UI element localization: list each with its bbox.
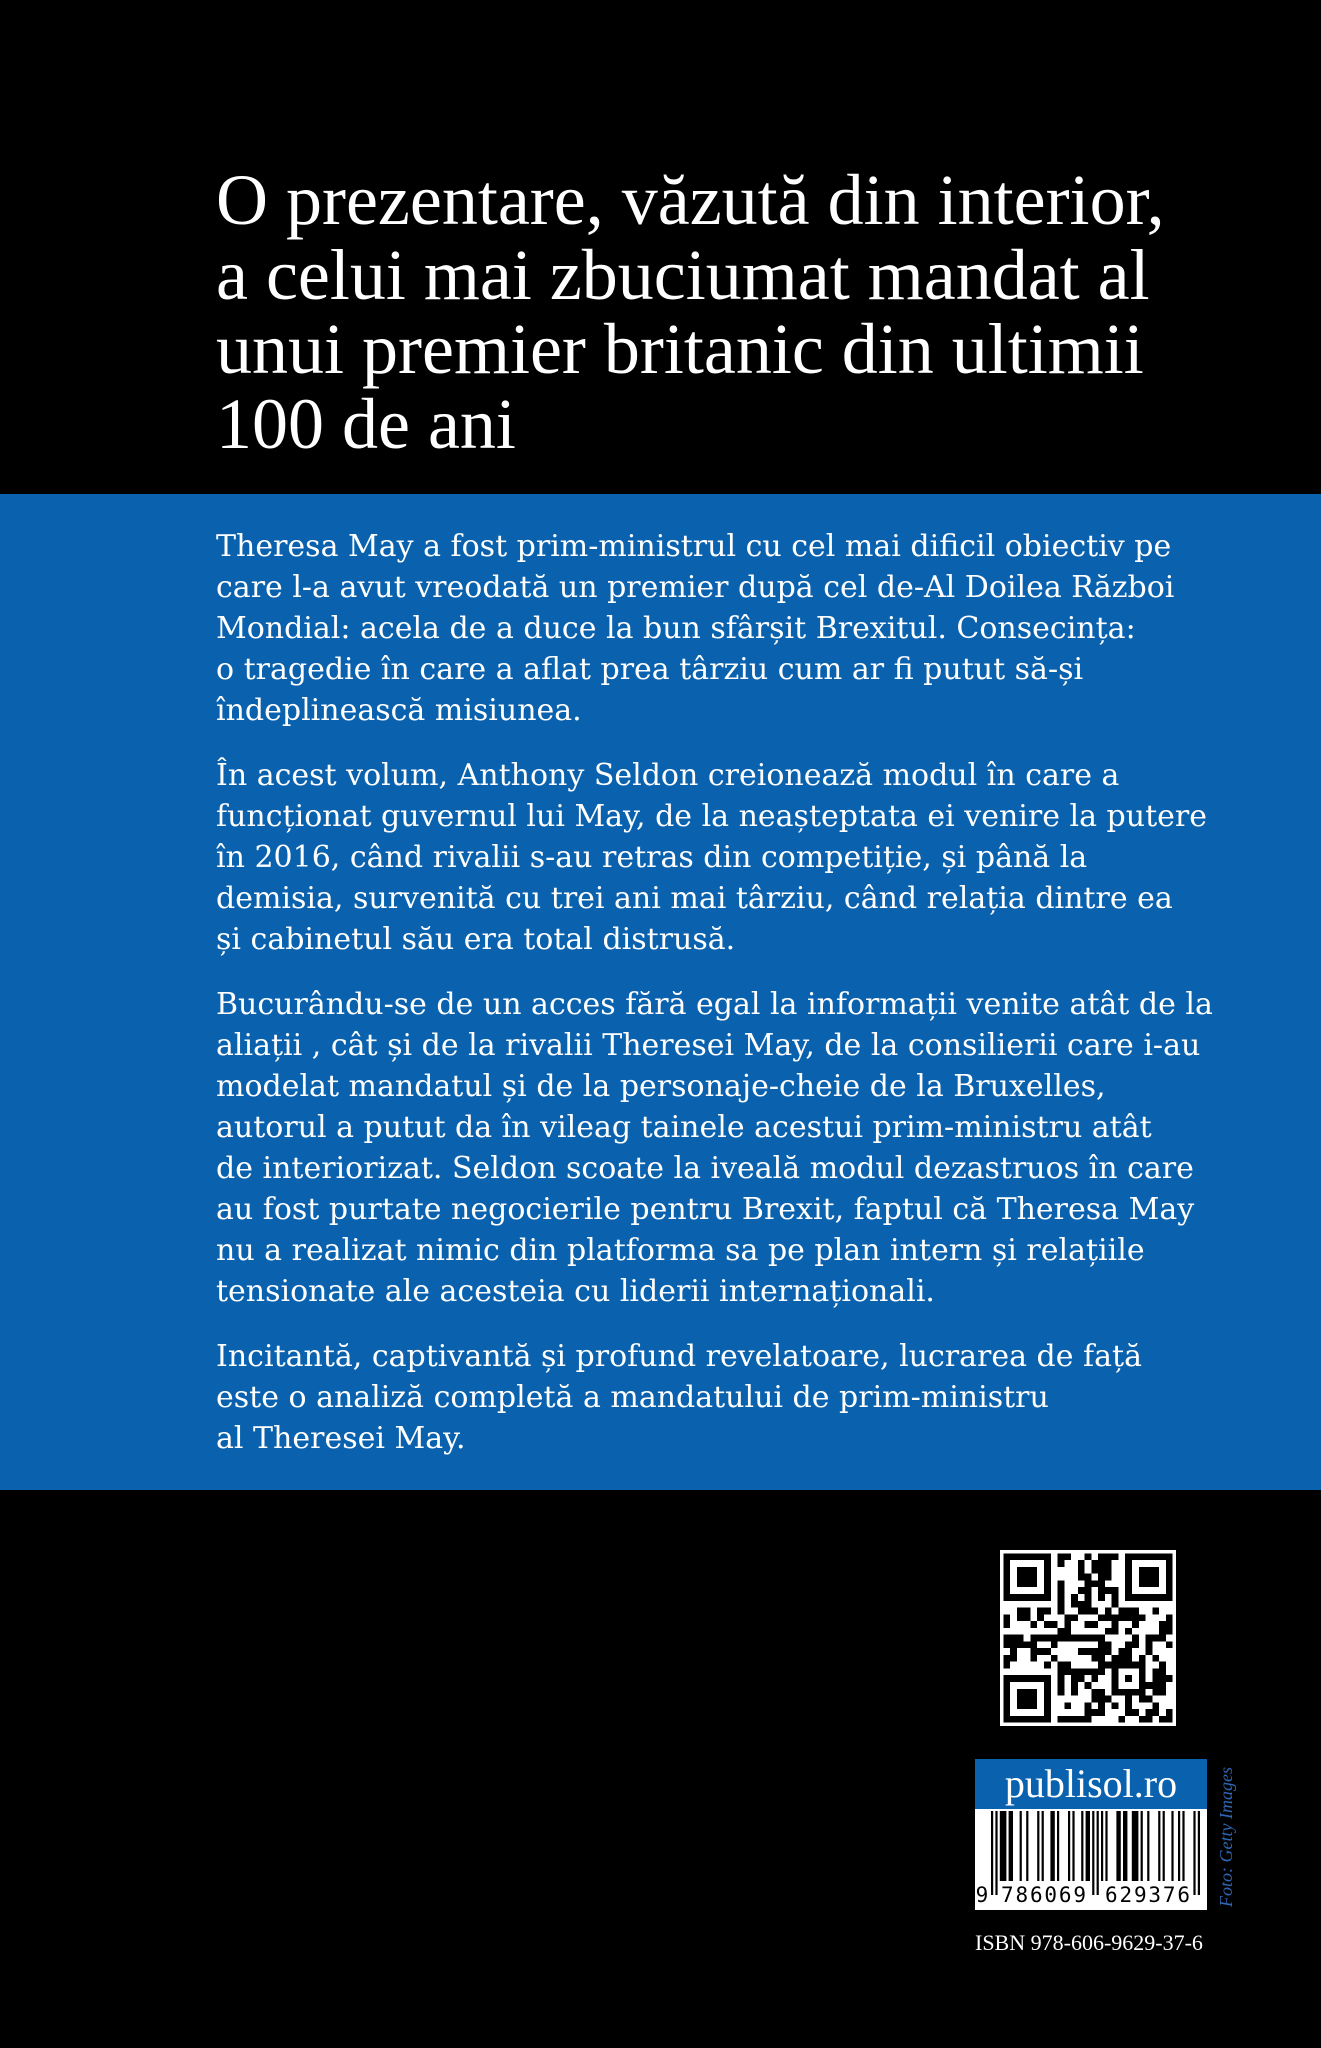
description-paragraph: Theresa May a fost prim-ministrul cu cel mai dificil obiectiv pe care l-a avut vreodată un premier după cel de-Al Doilea Război Mondial: acela de a duce la bun sfârșit Brexitul. Consecința: o tragedie în care a aflat prea târziu cum ar fi putut să-și îndeplinească misiunea. (216, 529, 1175, 728)
description-paragraph: Incitantă, captivantă și profund revelatoare, lucrarea de față este o analiză completă a mandatului de prim-ministru al Theresei May. (216, 1339, 1142, 1456)
barcode-bar (1072, 1811, 1074, 1881)
cover-headline: O prezentare, văzută din interior, a celui mai zbuciumat mandat al unui premier britanic din ultimii 100 de ani (216, 160, 1165, 464)
barcode-guard-bar (1092, 1811, 1094, 1895)
description-paragraph: În acest volum, Anthony Seldon creionează modul în care a funcționat guvernul lui May, de la neașteptata ei venire la putere în 2016, când rivalii s-au retras din competiție, și până la demisia, survenită cu trei ani mai târziu, când relația dintre ea și cabinetul său era total distrusă. (216, 758, 1207, 957)
barcode-bar (1101, 1811, 1103, 1881)
barcode-bar (1057, 1811, 1059, 1881)
barcode-bar (1105, 1811, 1107, 1881)
barcode-guard-bar (995, 1811, 997, 1895)
barcode-left-digits: 786069 (1001, 1883, 1086, 1907)
barcode-lead-digit: 9 (975, 1883, 989, 1907)
qr-code-graphic (1000, 1550, 1176, 1726)
barcode-bar (1081, 1811, 1083, 1881)
barcode-bar (1116, 1811, 1120, 1881)
barcode-bar (1037, 1811, 1039, 1881)
barcode-bar (1026, 1811, 1028, 1881)
barcode-bar (1132, 1811, 1139, 1881)
barcode-bar (1182, 1811, 1184, 1881)
photo-credit: Foto: Getty Images (1216, 1767, 1236, 1907)
barcode-bar (1141, 1811, 1143, 1881)
barcode-guard-bar (1097, 1811, 1099, 1895)
barcode-bar (1123, 1811, 1127, 1881)
barcode-guard-bar (991, 1811, 993, 1895)
publisher-website: publisol.ro (975, 1759, 1207, 1809)
barcode-guard-bar (1193, 1811, 1195, 1895)
barcode-right-digits: 629376 (1105, 1883, 1190, 1907)
isbn-number: ISBN 978-606-9629-37-6 (975, 1930, 1203, 1955)
barcode-bar (1009, 1811, 1013, 1881)
barcode-bar (1050, 1811, 1054, 1881)
barcode-bar (1163, 1811, 1165, 1881)
description-paragraph: Bucurându-se de un acces fără egal la informații venite atât de la aliații , cât și de la rivalii Theresei May, de la consilierii care i-au modelat mandatul și de la personaje-cheie de la Bruxelles, autorul a putut da în vileag tainele acestui prim-ministru atât de interiorizat. Seldon scoate la iveală modul dezastruos în care au fost purtate negocierile pentru Brexit, faptul că Theresa May nu a realizat nimic din platforma sa pe plan intern și relațiile tensionate ale acesteia cu liderii internaționali. (216, 987, 1213, 1309)
qr-code (1000, 1550, 1176, 1726)
barcode-bar (1147, 1811, 1149, 1881)
barcode-bar (1020, 1811, 1022, 1881)
ean-barcode (975, 1809, 1207, 1910)
barcode-bar (1086, 1811, 1090, 1881)
barcode-bar (1171, 1811, 1173, 1881)
book-description (216, 526, 1213, 1483)
barcode-graphic (975, 1809, 1207, 1910)
barcode-guard-bar (1198, 1811, 1200, 1895)
barcode-bar (1042, 1811, 1044, 1881)
barcode-bar (1158, 1811, 1160, 1881)
description-band (0, 494, 1321, 1490)
barcode-bar (1000, 1811, 1007, 1881)
barcode-bar (1178, 1811, 1180, 1881)
barcode-bar (1068, 1811, 1070, 1881)
